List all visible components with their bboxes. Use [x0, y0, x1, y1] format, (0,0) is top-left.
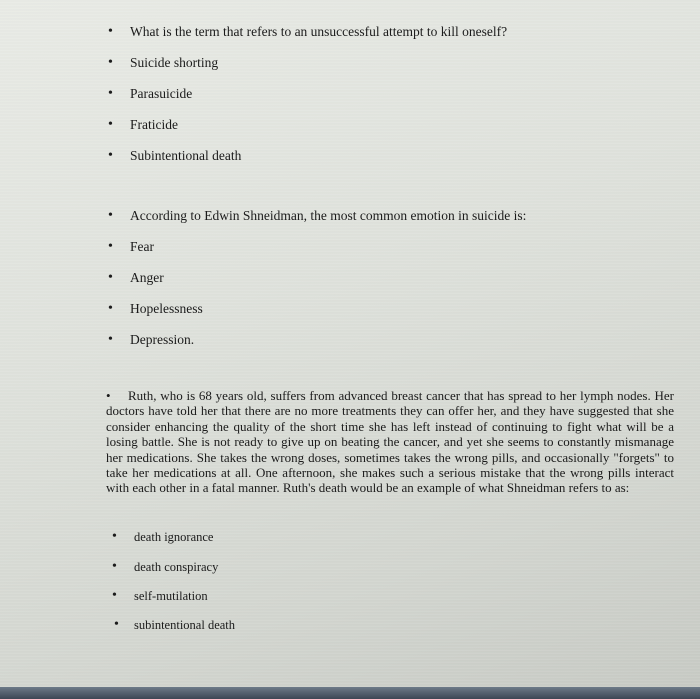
bullet: •: [114, 617, 119, 632]
bullet: •: [108, 239, 113, 254]
question-3-option-3: self-mutilation: [134, 589, 208, 603]
question-1-option-4: Subintentional death: [130, 148, 242, 163]
bullet: •: [112, 588, 117, 603]
bullet: •: [108, 148, 113, 163]
bullet: •: [112, 559, 117, 574]
question-1-prompt: What is the term that refers to an unsuccessful attempt to kill oneself?: [130, 24, 508, 39]
bullet: •: [108, 208, 113, 223]
question-3-option-2: death conspiracy: [134, 560, 219, 574]
bullet: •: [112, 529, 117, 544]
bullet: •: [108, 24, 113, 39]
bullet: •: [106, 388, 111, 403]
question-3-option-1: death ignorance: [134, 530, 214, 544]
question-2-option-2: Anger: [130, 270, 164, 285]
question-1-option-2: Parasuicide: [130, 86, 193, 101]
bullet: •: [108, 55, 113, 70]
bullet: •: [108, 117, 113, 132]
bullet: •: [108, 86, 113, 101]
question-3-option-4: subintentional death: [134, 618, 236, 632]
question-2-prompt: According to Edwin Shneidman, the most common emotion in suicide is:: [130, 208, 527, 223]
question-2-option-4: Depression.: [130, 332, 195, 347]
question-3-prompt: [106, 388, 674, 496]
bullet: •: [108, 301, 113, 316]
question-3-prompt-text: Ruth, who is 68 years old, suffers from advanced breast cancer that has spread to her lymph nodes. Her doctors have told her that there are no more treatments they can offer her, and they have suggested that she consider enhancing the quality of the short time she has left instead of continuing to fight what will be a losing battle. She is not ready to give up on beating the cancer, and yet she seems to constantly mismanage her medications. She takes the wrong doses, sometimes takes the wrong pills, and occasionally "forgets" to take her medications at all. One afternoon, she makes such a serious mistake that the wrong pills interact with each other in a fatal manner. Ruth's death would be an example of what Shneidman refers to as:: [106, 388, 674, 496]
question-1-option-3: Fraticide: [130, 117, 178, 132]
question-1-option-1: Suicide shorting: [130, 55, 219, 70]
bullet: •: [108, 332, 113, 347]
question-2-option-1: Fear: [130, 239, 154, 254]
monitor-bezel-edge: [0, 687, 700, 699]
question-2-option-3: Hopelessness: [130, 301, 203, 316]
bullet: •: [108, 270, 113, 285]
